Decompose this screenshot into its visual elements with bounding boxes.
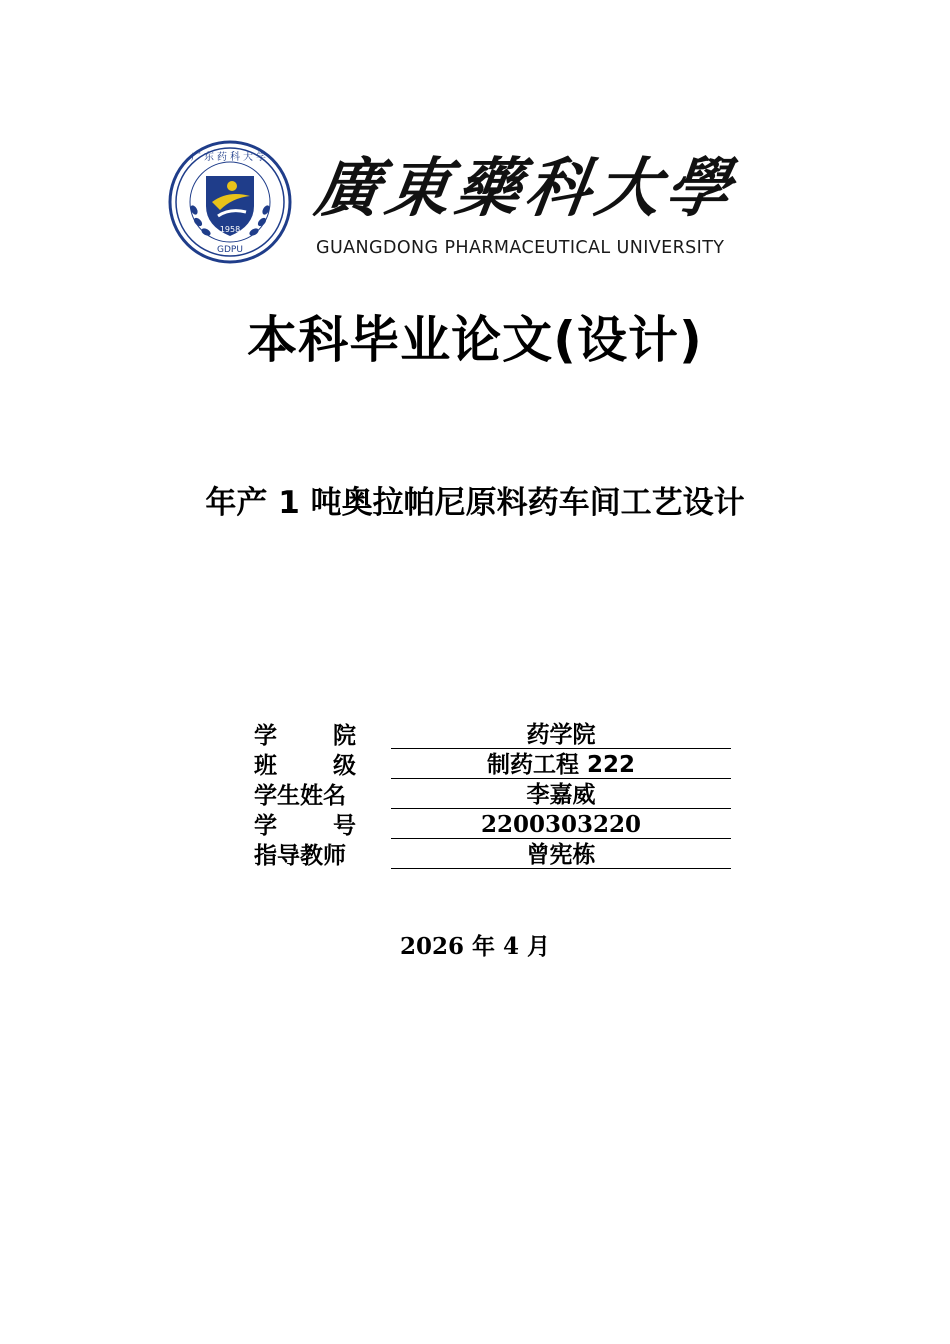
submission-date: 2026 年 4 月 <box>399 933 551 960</box>
info-row-college <box>254 720 734 750</box>
student-info-table <box>254 720 734 870</box>
info-value-college: 药学院 <box>391 720 731 749</box>
university-seal-logo <box>168 140 292 264</box>
university-english-name: GUANGDONG PHARMACEUTICAL UNIVERSITY <box>316 238 725 258</box>
info-label-student-name: 学生姓名 <box>254 783 346 809</box>
info-label-student-id: 学 号 <box>254 813 356 839</box>
info-row-advisor <box>254 840 734 870</box>
university-header <box>168 140 768 265</box>
info-value-advisor: 曾宪栋 <box>391 840 731 869</box>
info-row-student-name <box>254 780 734 810</box>
seal-year: 1958 <box>219 225 241 234</box>
document-main-title: 本科毕业论文(设计) <box>247 311 703 369</box>
info-label-class: 班 级 <box>254 753 356 779</box>
university-chinese-wordmark: 廣東藥科大學 <box>310 151 742 226</box>
thesis-title: 年产 1 吨奥拉帕尼原料药车间工艺设计 <box>205 485 745 521</box>
info-value-student-id: 2200303220 <box>391 810 731 839</box>
info-row-student-id <box>254 810 734 840</box>
info-row-class <box>254 750 734 780</box>
info-value-student-name: 李嘉威 <box>391 780 731 809</box>
info-value-class: 制药工程 222 <box>391 750 731 779</box>
seal-chinese-name: 广东药科大学 <box>191 152 269 163</box>
info-label-college: 学 院 <box>254 723 356 749</box>
seal-abbr: GDPU <box>217 245 243 255</box>
info-label-advisor: 指导教师 <box>254 843 346 869</box>
